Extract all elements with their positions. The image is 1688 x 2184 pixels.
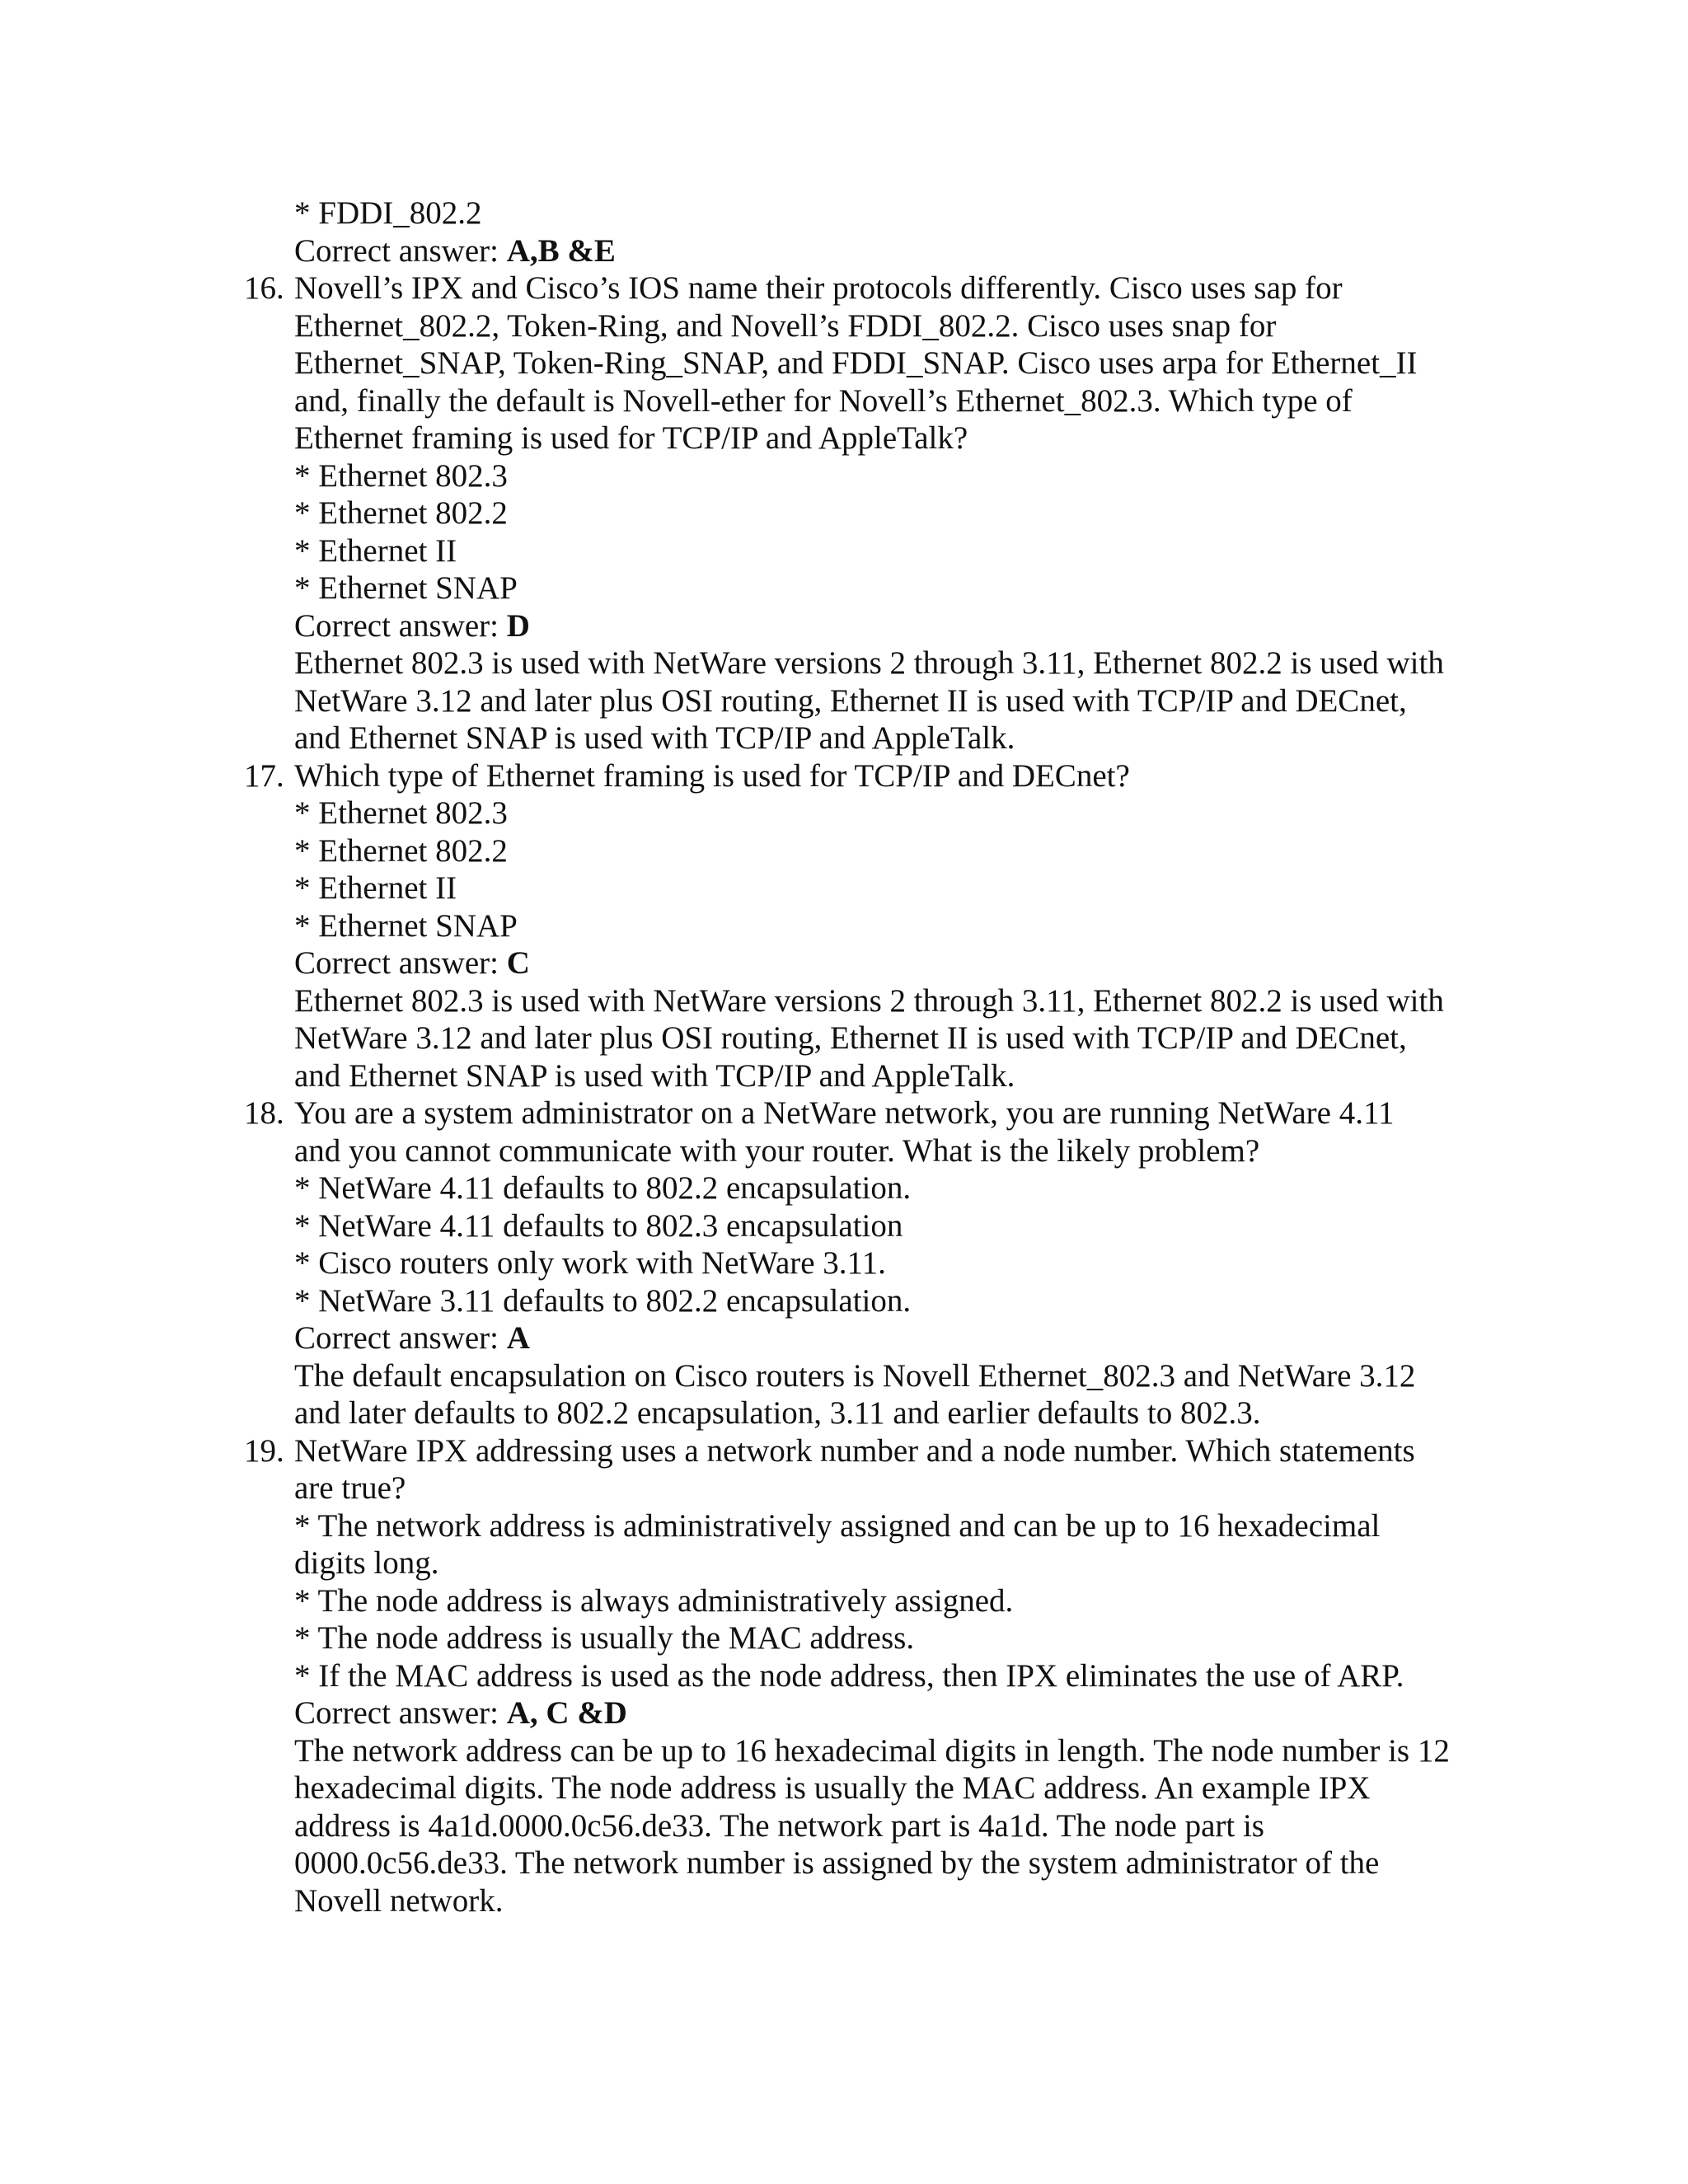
question-number: 17. bbox=[244, 758, 284, 794]
answer-value: D bbox=[506, 608, 530, 644]
option-text: * Ethernet 802.2 bbox=[294, 495, 508, 531]
question-text: and you cannot communicate with your router. What is the likely problem? bbox=[294, 1133, 1260, 1169]
explanation-text: address is 4a1d.0000.0c56.de33. The network part is 4a1d. The node part is bbox=[294, 1808, 1264, 1844]
option-text: * Ethernet SNAP bbox=[294, 570, 518, 606]
explanation-text: Novell network. bbox=[294, 1883, 504, 1919]
option-text: * Ethernet II bbox=[294, 870, 457, 906]
correct-answer bbox=[294, 1319, 530, 1357]
correct-answer bbox=[294, 607, 530, 645]
answer-label: Correct answer: bbox=[294, 233, 499, 269]
correct-answer bbox=[294, 232, 616, 270]
answer-value: A, C &D bbox=[506, 1695, 627, 1731]
option-text: * Ethernet 802.2 bbox=[294, 833, 508, 869]
question-text: Ethernet framing is used for TCP/IP and AppleTalk? bbox=[294, 420, 968, 456]
answer-label: Correct answer: bbox=[294, 1320, 499, 1356]
option-text: * Ethernet SNAP bbox=[294, 908, 518, 944]
explanation-text: NetWare 3.12 and later plus OSI routing, Ethernet II is used with TCP/IP and DECnet, bbox=[294, 1020, 1407, 1056]
explanation-text: and Ethernet SNAP is used with TCP/IP and AppleTalk. bbox=[294, 720, 1015, 756]
answer-label: Correct answer: bbox=[294, 1695, 499, 1731]
option-text: * The node address is usually the MAC address. bbox=[294, 1620, 915, 1656]
answer-value: A,B &E bbox=[506, 233, 616, 269]
option-text: * NetWare 4.11 defaults to 802.2 encapsulation. bbox=[294, 1170, 912, 1206]
correct-answer bbox=[294, 944, 530, 982]
question-number: 19. bbox=[244, 1433, 284, 1469]
question-text: are true? bbox=[294, 1470, 406, 1506]
question-text: Which type of Ethernet framing is used for TCP/IP and DECnet? bbox=[294, 758, 1130, 794]
question-text: Novell’s IPX and Cisco’s IOS name their protocols differently. Cisco uses sap for bbox=[294, 270, 1343, 306]
option-text: * Ethernet II bbox=[294, 533, 457, 569]
question-text: and, finally the default is Novell-ether for Novell’s Ethernet_802.3. Which type of bbox=[294, 383, 1353, 419]
correct-answer bbox=[294, 1694, 627, 1732]
explanation-text: Ethernet 802.3 is used with NetWare versions 2 through 3.11, Ethernet 802.2 is used with bbox=[294, 983, 1444, 1019]
explanation-text: NetWare 3.12 and later plus OSI routing, Ethernet II is used with TCP/IP and DECnet, bbox=[294, 683, 1407, 719]
explanation-text: and Ethernet SNAP is used with TCP/IP and AppleTalk. bbox=[294, 1058, 1015, 1094]
answer-label: Correct answer: bbox=[294, 608, 499, 644]
explanation-text: The network address can be up to 16 hexadecimal digits in length. The node number is 12 bbox=[294, 1733, 1450, 1769]
explanation-text: 0000.0c56.de33. The network number is assigned by the system administrator of the bbox=[294, 1845, 1380, 1881]
option-text: * If the MAC address is used as the node address, then IPX eliminates the use of ARP. bbox=[294, 1658, 1404, 1694]
option-text: * The node address is always administratively assigned. bbox=[294, 1583, 1014, 1619]
question-text: Ethernet_802.2, Token-Ring, and Novell’s FDDI_802.2. Cisco uses snap for bbox=[294, 308, 1277, 344]
question-number: 18. bbox=[244, 1095, 284, 1131]
explanation-text: and later defaults to 802.2 encapsulation, 3.11 and earlier defaults to 802.3. bbox=[294, 1395, 1261, 1431]
explanation-text: hexadecimal digits. The node address is usually the MAC address. An example IPX bbox=[294, 1770, 1371, 1806]
option-text: * FDDI_802.2 bbox=[294, 195, 482, 231]
question-number: 16. bbox=[244, 270, 284, 306]
option-text: digits long. bbox=[294, 1545, 439, 1581]
question-text: You are a system administrator on a NetWare network, you are running NetWare 4.11 bbox=[294, 1095, 1395, 1131]
option-text: * Ethernet 802.3 bbox=[294, 795, 508, 831]
answer-value: C bbox=[506, 945, 530, 981]
explanation-text: The default encapsulation on Cisco routers is Novell Ethernet_802.3 and NetWare 3.12 bbox=[294, 1358, 1416, 1394]
answer-label: Correct answer: bbox=[294, 945, 499, 981]
question-text: Ethernet_SNAP, Token-Ring_SNAP, and FDDI_SNAP. Cisco uses arpa for Ethernet_II bbox=[294, 345, 1418, 381]
option-text: * NetWare 3.11 defaults to 802.2 encapsulation. bbox=[294, 1283, 912, 1319]
option-text: * NetWare 4.11 defaults to 802.3 encapsulation bbox=[294, 1208, 903, 1244]
answer-value: A bbox=[506, 1320, 530, 1356]
option-text: * Cisco routers only work with NetWare 3.11. bbox=[294, 1245, 886, 1281]
explanation-text: Ethernet 802.3 is used with NetWare versions 2 through 3.11, Ethernet 802.2 is used with bbox=[294, 645, 1444, 681]
question-text: NetWare IPX addressing uses a network number and a node number. Which statements bbox=[294, 1433, 1415, 1469]
option-text: * The network address is administratively assigned and can be up to 16 hexadecimal bbox=[294, 1508, 1381, 1544]
option-text: * Ethernet 802.3 bbox=[294, 458, 508, 494]
